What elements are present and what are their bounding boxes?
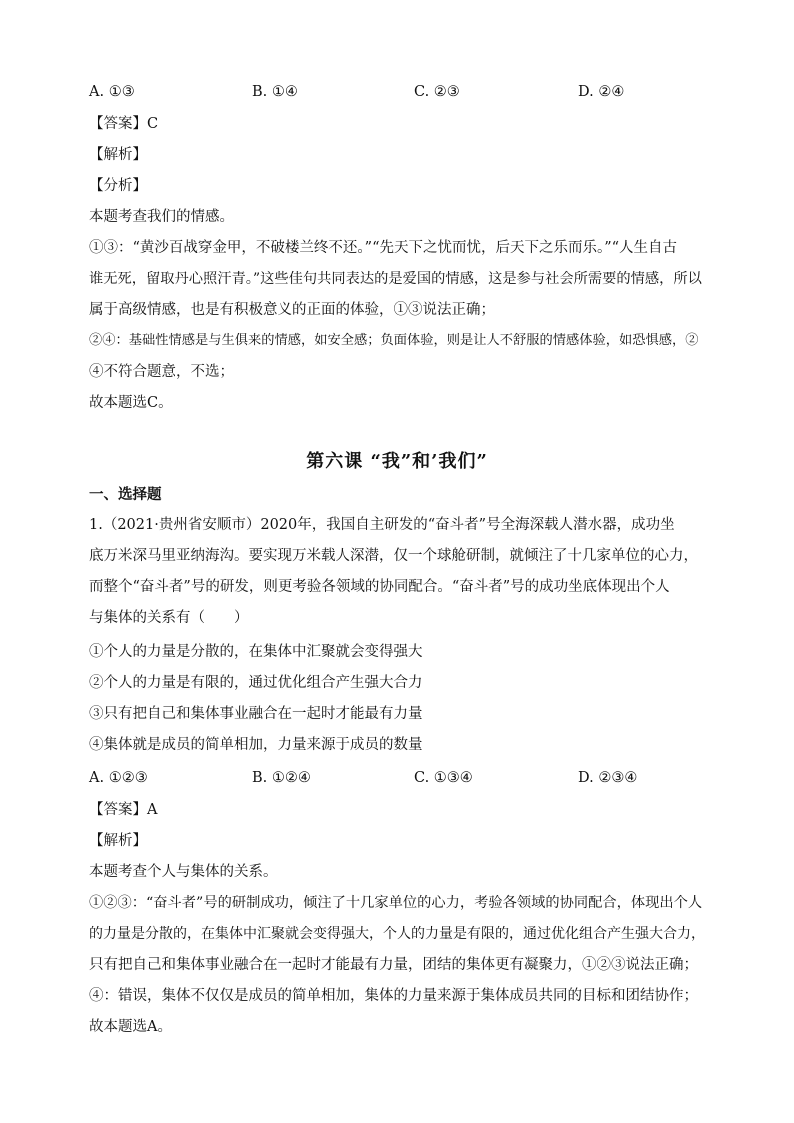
q1-statement-2: ②个人的力量是有限的，通过优化组合产生强大合力 bbox=[89, 675, 423, 691]
q0-option-d: D. ②④ bbox=[578, 84, 625, 100]
q0-analysis-line: 本题考查我们的情感。 bbox=[89, 209, 234, 225]
q0-analysis-line: ②④：基础性情感是与生俱来的情感，如安全感；负面体验，则是让人不舒服的情感体验，如恐惧感，② bbox=[89, 333, 699, 348]
q1-options bbox=[89, 768, 709, 788]
q1-analysis-line: 本题考查个人与集体的关系。 bbox=[89, 864, 278, 880]
q0-option-a: A. ①③ bbox=[89, 84, 135, 100]
section-title: 一、选择题 bbox=[89, 486, 162, 503]
q0-conclusion: 故本题选C。 bbox=[89, 395, 173, 411]
q0-fenxi-heading: 【分析】 bbox=[89, 178, 147, 194]
q1-stem-line: 1.（2021·贵州省安顺市）2020年，我国自主研发的“奋斗者”号全海深载人潜水器，成功坐 bbox=[89, 517, 675, 533]
q1-option-a: A. ①②③ bbox=[89, 770, 148, 786]
q1-answer: 【答案】A bbox=[89, 802, 158, 818]
q1-analysis-line: 的力量是分散的，在集体中汇聚就会变得强大，个人的力量是有限的，通过优化组合产生强大合力， bbox=[89, 926, 705, 942]
q1-jiexi-heading: 【解析】 bbox=[89, 833, 147, 849]
q1-conclusion: 故本题选A。 bbox=[89, 1019, 172, 1035]
q0-options bbox=[89, 82, 709, 102]
q1-analysis-line: 只有把自己和集体事业融合在一起时才能最有力量，团结的集体更有凝聚力，①②③说法正确； bbox=[89, 957, 698, 973]
q1-statement-1: ①个人的力量是分散的，在集体中汇聚就会变得强大 bbox=[89, 644, 423, 660]
q1-option-d: D. ②③④ bbox=[578, 770, 638, 786]
q1-stem-line: 底万米深马里亚纳海沟。要实现万米载人深潜，仅一个球舱研制，就倾注了十几家单位的心力， bbox=[89, 548, 698, 564]
q1-statement-4: ④集体就是成员的简单相加，力量来源于成员的数量 bbox=[89, 737, 423, 753]
q0-answer: 【答案】C bbox=[89, 116, 159, 132]
q0-analysis-line: ①③：“黄沙百战穿金甲，不破楼兰终不还。”“先天下之忧而忧，后天下之乐而乐。”“人生自古 bbox=[89, 240, 678, 256]
q0-analysis-line: 属于高级情感，也是有积极意义的正面的体验，①③说法正确； bbox=[89, 302, 495, 318]
q1-statement-3: ③只有把自己和集体事业融合在一起时才能最有力量 bbox=[89, 706, 423, 722]
q1-stem-line: 与集体的关系有（ ） bbox=[89, 610, 249, 626]
q1-option-b: B. ①②④ bbox=[252, 770, 311, 786]
q1-option-c: C. ①③④ bbox=[414, 770, 473, 786]
q0-jiexi-heading: 【解析】 bbox=[89, 147, 147, 163]
q1-stem-line: 而整个“奋斗者”号的研发，则更考验各领域的协同配合。“奋斗者”号的成功坐底体现出个人 bbox=[89, 579, 670, 595]
q0-analysis-line: ④不符合题意，不选； bbox=[89, 364, 234, 380]
q1-analysis-line: ④：错误，集体不仅仅是成员的简单相加，集体的力量来源于集体成员共同的目标和团结协作； bbox=[89, 988, 698, 1004]
q0-option-c: C. ②③ bbox=[414, 84, 460, 100]
q0-analysis-line: 谁无死，留取丹心照汗青。”这些佳句共同表达的是爱国的情感，这是参与社会所需要的情感，所以 bbox=[89, 271, 702, 287]
q1-analysis-line: ①②③：“奋斗者”号的研制成功，倾注了十几家单位的心力，考验各领域的协同配合，体现出个人 bbox=[89, 895, 703, 911]
q0-option-b: B. ①④ bbox=[252, 84, 298, 100]
lesson-title: 第六课 “我”和’我们” bbox=[306, 451, 488, 472]
